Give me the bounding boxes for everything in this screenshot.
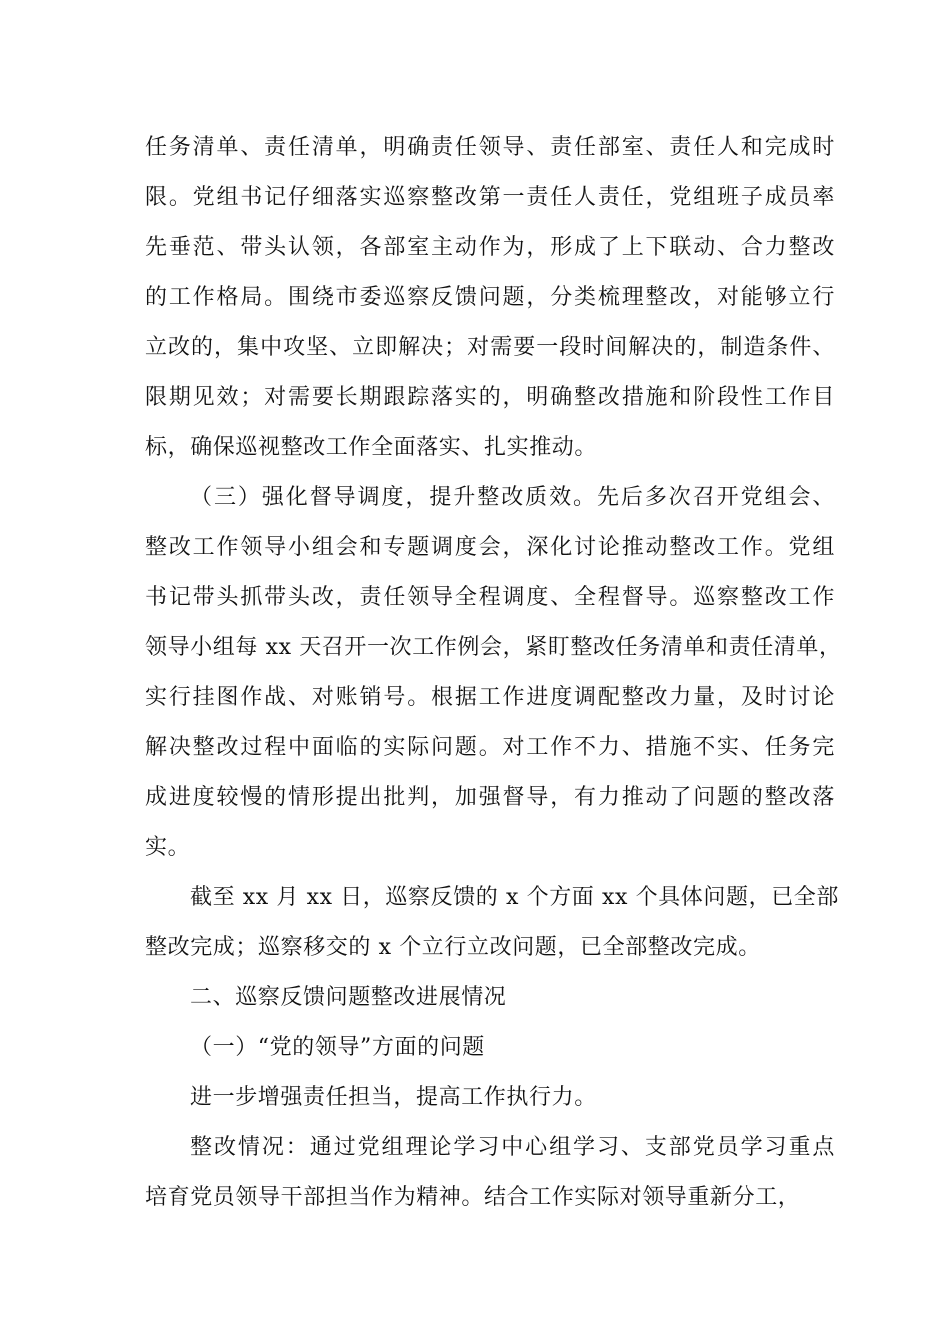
text-line: 书记带头抓带头改，责任领导全程调度、全程督导。巡察整改工作 (145, 585, 835, 610)
text-line: 的工作格局。围绕市委巡察反馈问题，分类梳理整改，对能够立行 (145, 285, 835, 310)
text-line: 先垂范、带头认领，各部室主动作为，形成了上下联动、合力整改 (145, 235, 835, 260)
text-line: 成进度较慢的情形提出批判，加强督导，有力推动了问题的整改落 (145, 785, 835, 810)
text-line: 进一步增强责任担当，提高工作执行力。 (190, 1085, 597, 1110)
text-line: 标，确保巡视整改工作全面落实、扎实推动。 (145, 435, 598, 460)
text-line: 限。党组书记仔细落实巡察整改第一责任人责任，党组班子成员率 (145, 185, 835, 210)
text-line: 任务清单、责任清单，明确责任领导、责任部室、责任人和完成时 (145, 135, 835, 160)
text-line: 立改的，集中攻坚、立即解决；对需要一段时间解决的，制造条件、 (145, 335, 835, 360)
text-line: 整改情况：通过党组理论学习中心组学习、支部党员学习重点 (190, 1135, 835, 1160)
section-heading: 二、巡察反馈问题整改进展情况 (190, 985, 507, 1010)
text-line: 领导小组每 xx 天召开一次工作例会，紧盯整改任务清单和责任清单， (145, 635, 842, 660)
text-line: 整改工作领导小组会和专题调度会，深化讨论推动整改工作。党组 (145, 535, 835, 560)
text-line: 培育党员领导干部担当作为精神。结合工作实际对领导重新分工， (145, 1185, 801, 1210)
text-line: 限期见效；对需要长期跟踪落实的，明确整改措施和阶段性工作目 (145, 385, 835, 410)
text-line: 实。 (145, 835, 191, 860)
text-line: 实行挂图作战、对账销号。根据工作进度调配整改力量，及时讨论 (145, 685, 835, 710)
text-line: 解决整改过程中面临的实际问题。对工作不力、措施不实、任务完 (145, 735, 835, 760)
subsection-heading: （一）“党的领导”方面的问题 (190, 1035, 485, 1060)
text-line: 整改完成；巡察移交的 x 个立行立改问题，已全部整改完成。 (145, 935, 761, 960)
text-line: （三）强化督导调度，提升整改质效。先后多次召开党组会、 (190, 485, 835, 510)
text-line: 截至 xx 月 xx 日，巡察反馈的 x 个方面 xx 个具体问题，已全部 (190, 885, 839, 910)
